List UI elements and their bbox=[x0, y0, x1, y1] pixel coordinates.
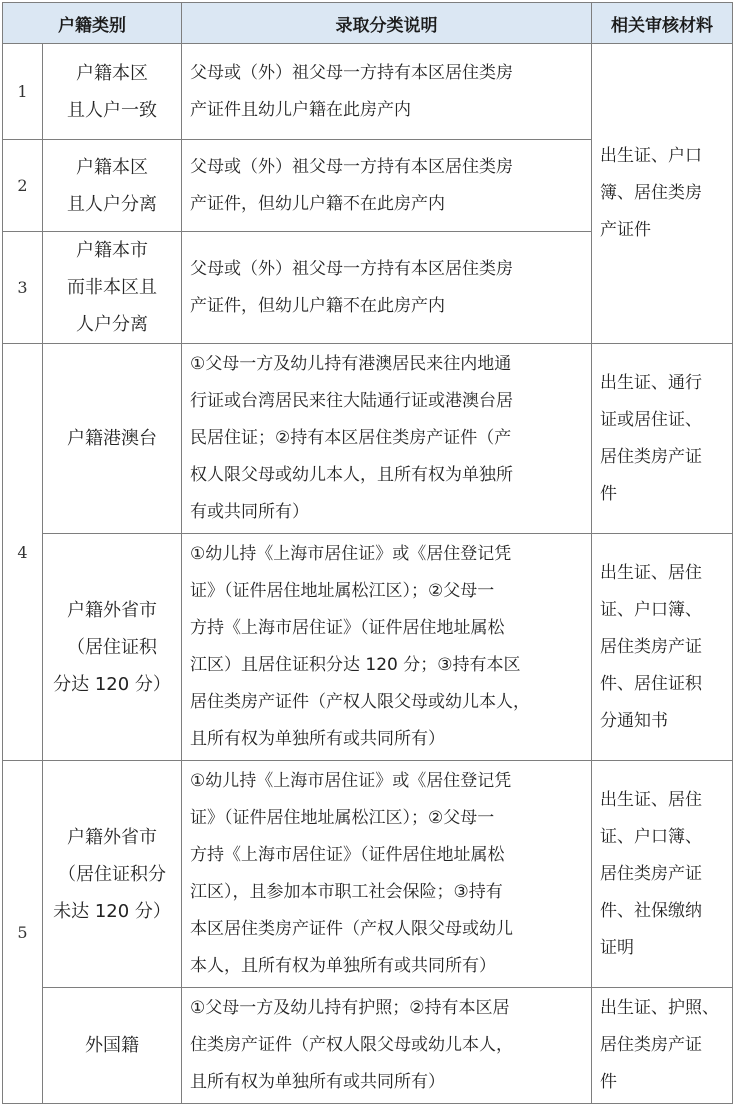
admission-description: ①幼儿持《上海市居住证》或《居住登记凭 证》（证件居住地址属松江区）；②父母一 方持《上海市居住证》（证件居住地址属松 江区）且居住证积分达 120 分；③持有本区 居住类房产证件（产权人限父母或幼儿本人， 且所有权为单独所有或共同所有） bbox=[182, 534, 592, 761]
review-materials: 出生证、居住 证、户口簿、 居住类房产证 件、居住证积 分通知书 bbox=[592, 534, 733, 761]
row-number: 2 bbox=[3, 140, 43, 232]
row-number: 4 bbox=[3, 344, 43, 761]
table-row bbox=[3, 761, 733, 988]
table-row bbox=[3, 344, 733, 534]
table-row bbox=[3, 44, 733, 140]
household-category: 户籍本市 而非本区且 人户分离 bbox=[43, 232, 182, 344]
header-household-category: 户籍类别 bbox=[3, 3, 182, 44]
admission-description: ①父母一方及幼儿持有港澳居民来往内地通 行证或台湾居民来往大陆通行证或港澳台居 民居住证；②持有本区居住类房产证件（产 权人限父母或幼儿本人，且所有权为单独所 有或共同所有） bbox=[182, 344, 592, 534]
review-materials: 出生证、护照、 居住类房产证 件 bbox=[592, 988, 733, 1104]
admission-description: ①幼儿持《上海市居住证》或《居住登记凭 证》（证件居住地址属松江区）；②父母一 方持《上海市居住证》（证件居住地址属松 江区），且参加本市职工社会保险；③持有 本区居住类房产证件（产权人限父母或幼儿 本人，且所有权为单独所有或共同所有） bbox=[182, 761, 592, 988]
row-number: 5 bbox=[3, 761, 43, 1104]
admission-description: 父母或（外）祖父母一方持有本区居住类房 产证件，但幼儿户籍不在此房产内 bbox=[182, 140, 592, 232]
admission-description: ①父母一方及幼儿持有护照；②持有本区居 住类房产证件（产权人限父母或幼儿本人， 且所有权为单独所有或共同所有） bbox=[182, 988, 592, 1104]
household-category: 户籍港澳台 bbox=[43, 344, 182, 534]
table-row bbox=[3, 988, 733, 1104]
household-category: 户籍本区 且人户一致 bbox=[43, 44, 182, 140]
row-number: 3 bbox=[3, 232, 43, 344]
header-admission-description: 录取分类说明 bbox=[182, 3, 592, 44]
table-row bbox=[3, 534, 733, 761]
household-category: 户籍外省市 （居住证积 分达 120 分） bbox=[43, 534, 182, 761]
household-category: 户籍外省市 （居住证积分 未达 120 分） bbox=[43, 761, 182, 988]
review-materials: 出生证、户口 簿、居住类房 产证件 bbox=[592, 44, 733, 344]
row-number: 1 bbox=[3, 44, 43, 140]
household-category: 户籍本区 且人户分离 bbox=[43, 140, 182, 232]
review-materials: 出生证、通行 证或居住证、 居住类房产证 件 bbox=[592, 344, 733, 534]
admission-description: 父母或（外）祖父母一方持有本区居住类房 产证件且幼儿户籍在此房产内 bbox=[182, 44, 592, 140]
admission-table bbox=[2, 2, 733, 1104]
table-header-row bbox=[3, 3, 733, 44]
admission-description: 父母或（外）祖父母一方持有本区居住类房 产证件，但幼儿户籍不在此房产内 bbox=[182, 232, 592, 344]
header-review-materials: 相关审核材料 bbox=[592, 3, 733, 44]
review-materials: 出生证、居住 证、户口簿、 居住类房产证 件、社保缴纳 证明 bbox=[592, 761, 733, 988]
household-category: 外国籍 bbox=[43, 988, 182, 1104]
